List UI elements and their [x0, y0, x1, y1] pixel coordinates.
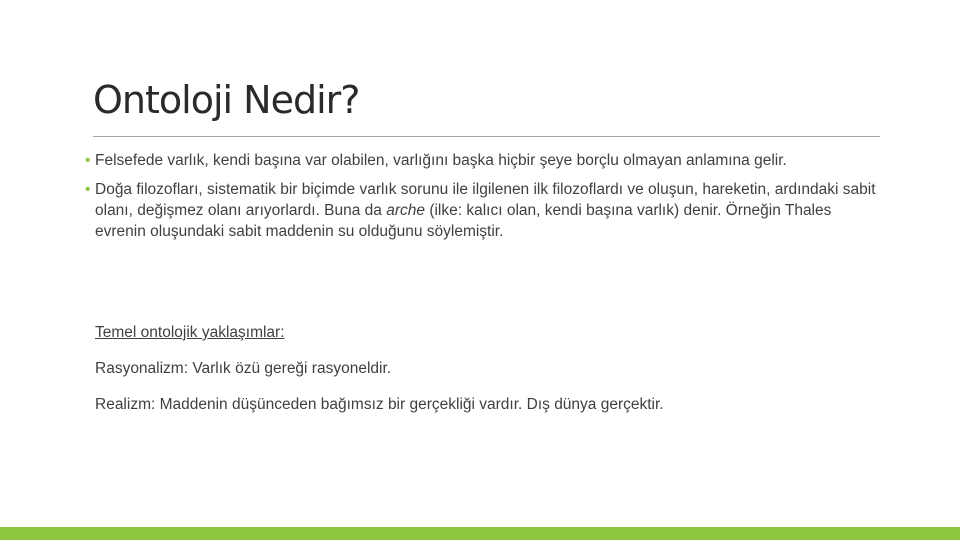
bullet-item-1: [85, 150, 885, 171]
bottom-accent-bar: [0, 527, 960, 540]
bullet-text-2-end: (ilke: kalıcı olan, kendi başına varlık) denir. Örneğin Thales evrenin oluşundaki sabit maddenin su olduğunu söylemiştir.: [95, 202, 832, 240]
title-divider: [93, 136, 880, 137]
bullet-icon: •: [85, 152, 91, 169]
bullet-text-2-italic: arche: [386, 202, 426, 219]
bullet-text-1: Felsefede varlık, kendi başına var olabilen, varlığını başka hiçbir şeye borçlu olmayan anlamına gelir.: [95, 152, 787, 169]
bullet-icon: •: [85, 181, 91, 198]
bullet-item-2: [85, 179, 885, 242]
approach-item-realism: Realizm: Maddenin düşünceden bağımsız bir gerçekliği vardır. Dış dünya gerçektir.: [95, 396, 664, 413]
bullet-text-2-start: Doğa filozofları, sistematik bir biçimde varlık sorunu ile ilgilenen ilk filozoflardı ve oluşun, hareketin, ardındaki sabit olanı, değişmez olanı arıyorlardı. Buna da: [95, 181, 876, 219]
slide-content: [85, 150, 885, 250]
slide-title: Ontoloji Nedir?: [93, 78, 360, 122]
approach-item-rationalism: Rasyonalizm: Varlık özü gereği rasyoneldir.: [95, 360, 392, 377]
approaches-heading: Temel ontolojik yaklaşımlar:: [95, 324, 285, 341]
